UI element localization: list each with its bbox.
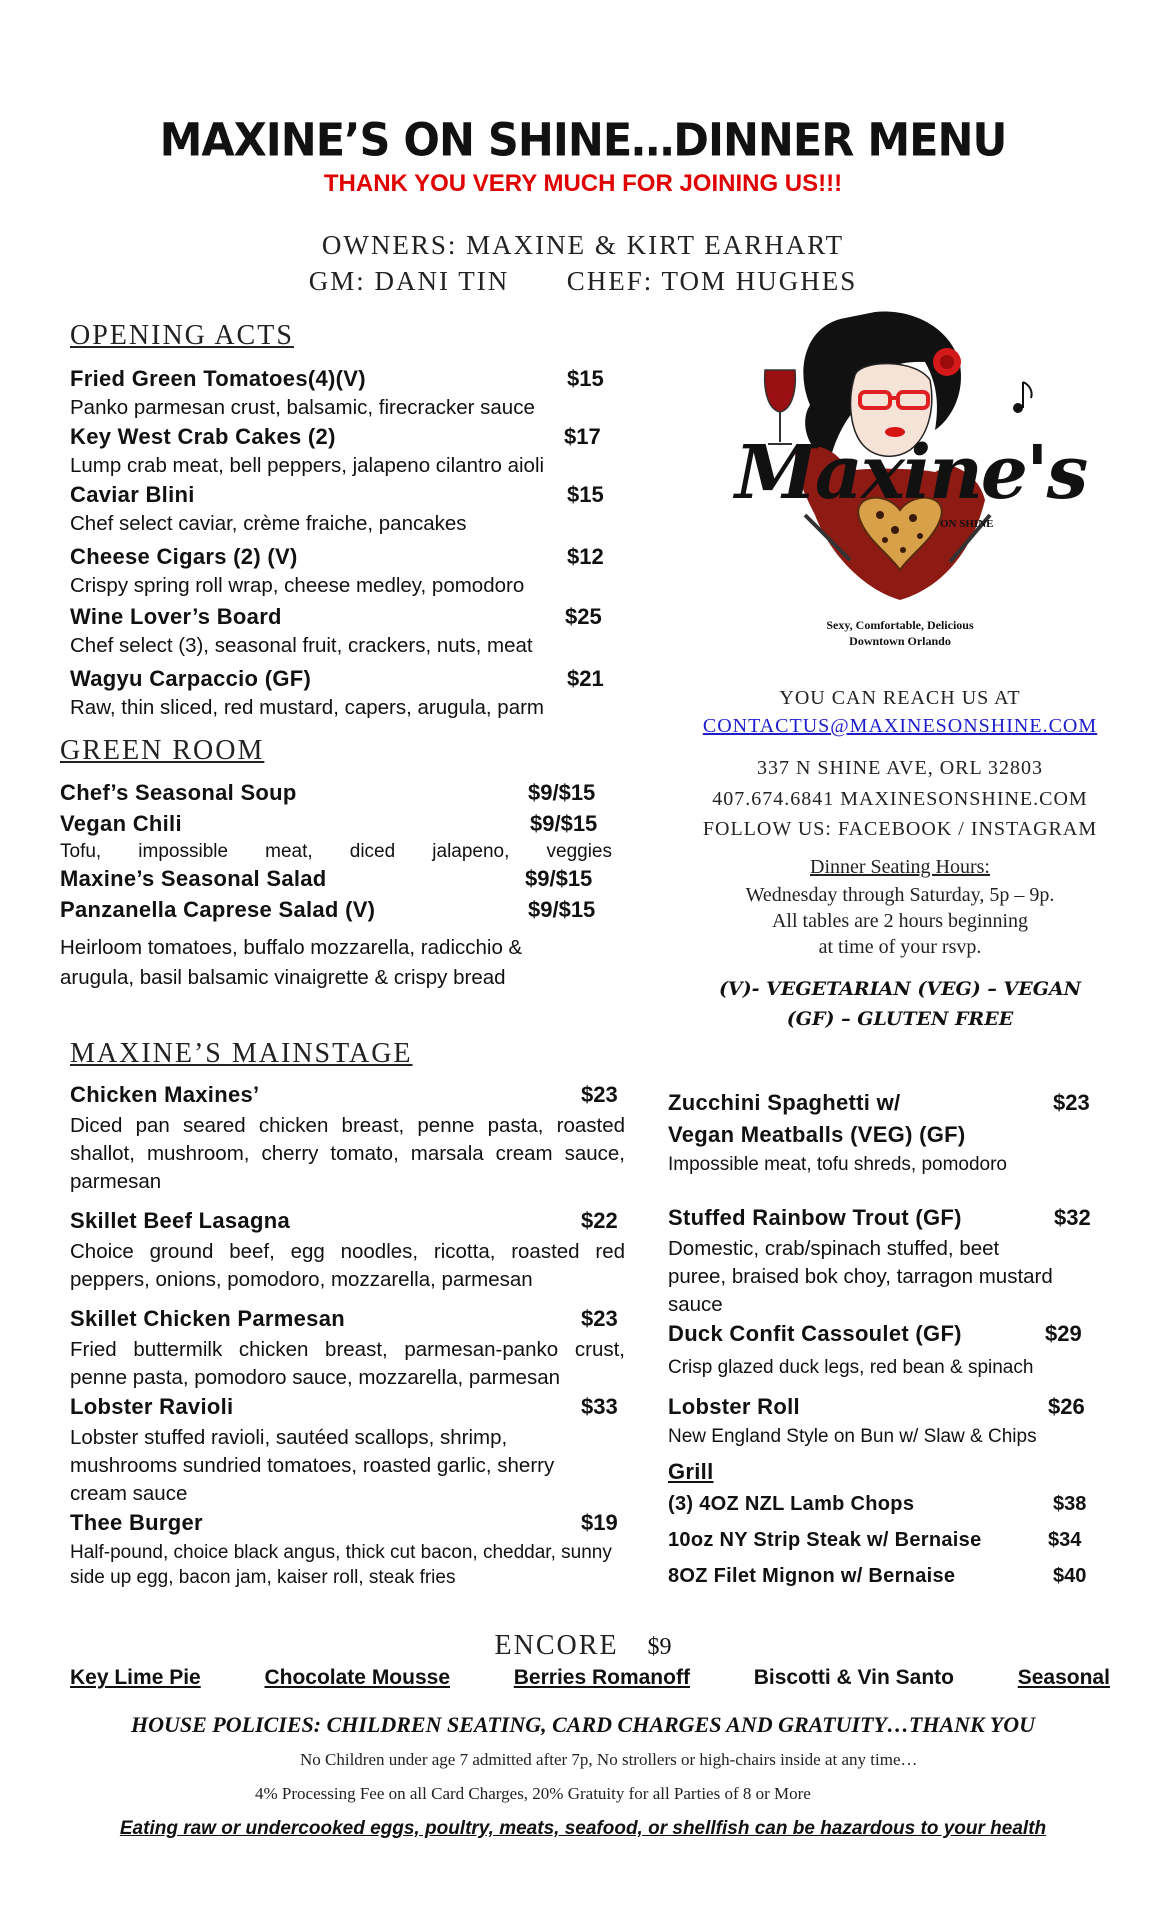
item-description: arugula, basil balsamic vinaigrette & crispy bread <box>60 966 506 989</box>
item-price: $38 <box>1053 1493 1087 1515</box>
item-price: $33 <box>581 1394 618 1419</box>
item-description: Chef select (3), seasonal fruit, crackers, nuts, meat <box>70 634 533 657</box>
menu-item <box>668 1529 1100 1565</box>
item-price: $21 <box>567 666 604 691</box>
item-price: $15 <box>567 482 604 507</box>
item-price: $25 <box>565 604 602 629</box>
item-name: Zucchini Spaghetti w/ <box>668 1090 901 1115</box>
item-description: Crisp glazed duck legs, red bean & spinach <box>668 1357 1034 1378</box>
item-description: Half-pound, choice black angus, thick cut bacon, cheddar, sunny side up egg, bacon jam, kaiser roll, steak fries <box>70 1542 612 1588</box>
item-description: Diced pan seared chicken breast, penne pasta, roasted shallot, mushroom, cherry tomato, marsala cream sauce, parmesan <box>70 1114 625 1193</box>
item-name: Skillet Beef Lasagna <box>70 1208 290 1233</box>
mainstage-heading: MAXINE’S MAINSTAGE <box>70 1038 413 1069</box>
item-name: (3) 4OZ NZL Lamb Chops <box>668 1493 915 1515</box>
logo-tagline-1: Sexy, Comfortable, Delicious <box>826 618 974 632</box>
menu-item <box>70 1082 625 1112</box>
menu-item <box>668 1565 1100 1601</box>
mainstage-right-list <box>668 1090 1100 1601</box>
item-price: $9/$15 <box>530 811 598 836</box>
item-name: Panzanella Caprese Salad (V) <box>60 897 376 922</box>
item-price: $9/$15 <box>525 866 593 891</box>
menu-item <box>70 1306 625 1336</box>
item-name: Skillet Chicken Parmesan <box>70 1306 345 1331</box>
encore-heading: ENCORE <box>494 1630 619 1661</box>
menu-item <box>668 1090 1100 1122</box>
item-name: Cheese Cigars (2) (V) <box>70 544 298 569</box>
item-description: Impossible meat, tofu shreds, pomodoro <box>668 1154 1008 1175</box>
email-link[interactable]: CONTACTUS@MAXINESONSHINE.COM <box>702 715 1098 737</box>
item-description: Lobster stuffed ravioli, sautéed scallops, shrimp, mushrooms sundried tomatoes, roasted garlic, sherry cream sauce <box>70 1426 555 1505</box>
menu-item <box>60 897 615 931</box>
item-price: $29 <box>1045 1321 1082 1346</box>
green-room-heading: GREEN ROOM <box>60 735 265 766</box>
menu-item <box>668 1394 1100 1424</box>
item-description: Panko parmesan crust, balsamic, firecracker sauce <box>70 396 535 419</box>
item-name: Maxine’s Seasonal Salad <box>60 866 327 891</box>
menu-item <box>668 1205 1100 1235</box>
diet-legend-2: (GF) – GLUTEN FREE <box>786 1008 1014 1030</box>
staff-line <box>0 266 1166 297</box>
hours-line-1: Wednesday through Saturday, 5p – 9p. <box>745 884 1055 906</box>
chef-name: CHEF: TOM HUGHES <box>566 266 858 296</box>
reach-us: YOU CAN REACH US AT <box>779 687 1021 709</box>
item-price: $23 <box>1053 1090 1090 1115</box>
item-price: $19 <box>581 1510 618 1535</box>
item-price: $12 <box>567 544 604 569</box>
item-description: Tofu, impossible meat, diced jalapeno, veggies <box>60 841 612 862</box>
item-name: Duck Confit Cassoulet (GF) <box>668 1321 962 1346</box>
item-description: Lump crab meat, bell peppers, jalapeno cilantro aioli <box>70 454 545 477</box>
item-name: Vegan Chili <box>60 811 182 836</box>
grill-heading: Grill <box>668 1459 714 1484</box>
gm-name: GM: DANI TIN <box>308 266 510 296</box>
item-price: $23 <box>581 1306 618 1331</box>
menu-item <box>70 424 615 452</box>
encore-items <box>70 1666 1110 1690</box>
item-name: 10oz NY Strip Steak w/ Bernaise <box>668 1529 982 1551</box>
item-description: New England Style on Bun w/ Slaw & Chips <box>668 1426 1037 1447</box>
diet-legend-1: (V)- VEGETARIAN (VEG) – VEGAN <box>718 978 1082 1000</box>
item-price: $32 <box>1054 1205 1091 1230</box>
logo-sub: ON SHINE <box>940 518 994 530</box>
item-price: $9/$15 <box>528 897 596 922</box>
item-price: $17 <box>564 424 601 449</box>
dessert-item: Seasonal <box>1017 1666 1110 1689</box>
item-price: $9/$15 <box>528 780 596 805</box>
item-name: Lobster Roll <box>668 1394 800 1419</box>
encore-price: $9 <box>647 1634 672 1660</box>
menu-item <box>70 1394 625 1424</box>
logo-tagline-2: Downtown Orlando <box>849 634 951 648</box>
item-name: Thee Burger <box>70 1510 203 1535</box>
item-description: Fried buttermilk chicken breast, parmesan-panko crust, penne pasta, pomodoro sauce, mozzarella, parmesan <box>70 1338 625 1389</box>
item-description: Heirloom tomatoes, buffalo mozzarella, radicchio & <box>60 936 523 959</box>
item-price: $40 <box>1053 1565 1087 1587</box>
item-name: Key West Crab Cakes (2) <box>70 424 336 449</box>
menu-item <box>60 866 615 897</box>
item-name: Wagyu Carpaccio (GF) <box>70 666 312 691</box>
item-name: Chef’s Seasonal Soup <box>60 780 297 805</box>
opening-acts-list <box>70 366 615 722</box>
item-name: Fried Green Tomatoes(4)(V) <box>70 366 366 391</box>
menu-item <box>70 366 615 394</box>
phone-web: 407.674.6841 MAXINESONSHINE.COM <box>712 788 1088 810</box>
dessert-item: Berries Romanoff <box>513 1666 690 1689</box>
item-price: $26 <box>1048 1394 1085 1419</box>
item-description: Domestic, crab/spinach stuffed, beet puree, braised bok choy, tarragon mustard sauce <box>668 1237 1053 1316</box>
item-description: Chef select caviar, crème fraiche, pancakes <box>70 512 467 535</box>
hours-line-2: All tables are 2 hours beginning <box>771 910 1029 932</box>
item-price: $22 <box>581 1208 618 1233</box>
health-warning: Eating raw or undercooked eggs, poultry, meats, seafood, or shellfish can be hazardous to your health <box>119 1818 1047 1839</box>
address: 337 N SHINE AVE, ORL 32803 <box>756 757 1043 779</box>
menu-item <box>70 544 615 572</box>
menu-item <box>70 1208 625 1238</box>
item-name: Chicken Maxines’ <box>70 1082 260 1107</box>
dessert-item: Chocolate Mousse <box>264 1666 451 1689</box>
item-price: $34 <box>1048 1529 1082 1551</box>
item-description: Choice ground beef, egg noodles, ricotta, roasted red peppers, onions, pomodoro, mozzarella, parmesan <box>70 1240 625 1291</box>
item-name: 8OZ Filet Mignon w/ Bernaise <box>668 1565 956 1587</box>
maxines-logo <box>735 300 1087 650</box>
menu-item <box>60 811 615 839</box>
item-description: Crispy spring roll wrap, cheese medley, pomodoro <box>70 574 525 597</box>
item-price: $15 <box>567 366 604 391</box>
menu-item <box>60 780 615 811</box>
menu-item <box>70 482 615 510</box>
hours-line-3: at time of your rsvp. <box>818 936 982 958</box>
mainstage-left-list <box>70 1082 625 1590</box>
policy-fees: 4% Processing Fee on all Card Charges, 20% Gratuity for all Parties of 8 or More <box>255 1784 811 1803</box>
policy-children: No Children under age 7 admitted after 7p, No strollers or high-chairs inside at any time… <box>300 1750 918 1769</box>
item-price: $23 <box>581 1082 618 1107</box>
menu-item <box>70 604 615 632</box>
menu-item <box>70 1510 625 1540</box>
house-policies-title: HOUSE POLICIES: CHILDREN SEATING, CARD CHARGES AND GRATUITY…THANK YOU <box>130 1712 1035 1737</box>
item-name: Stuffed Rainbow Trout (GF) <box>668 1205 962 1230</box>
owners-line: OWNERS: MAXINE & KIRT EARHART <box>321 230 845 260</box>
thank-you-line: THANK YOU VERY MUCH FOR JOINING US!!! <box>323 170 843 197</box>
opening-acts-heading: OPENING ACTS <box>70 320 294 351</box>
item-name-line-2: Vegan Meatballs (VEG) (GF) <box>668 1122 966 1147</box>
item-name: Wine Lover’s Board <box>70 604 282 629</box>
logo-script: Maxine's <box>735 430 1087 516</box>
follow-us: FOLLOW US: FACEBOOK / INSTAGRAM <box>702 818 1098 840</box>
encore-heading-row <box>0 1630 1166 1662</box>
green-room-list <box>60 780 615 993</box>
menu-item <box>70 666 615 694</box>
dessert-item: Biscotti & Vin Santo <box>753 1666 954 1689</box>
menu-item <box>668 1321 1100 1355</box>
menu-item <box>668 1493 1100 1529</box>
item-name: Lobster Ravioli <box>70 1394 234 1419</box>
item-name: Caviar Blini <box>70 482 195 507</box>
hours-title: Dinner Seating Hours: <box>810 856 990 878</box>
item-description: Raw, thin sliced, red mustard, capers, arugula, parm <box>70 696 544 719</box>
menu-title: MAXINE’S ON SHINE…DINNER MENU <box>159 114 1007 168</box>
dessert-item: Key Lime Pie <box>70 1666 201 1689</box>
